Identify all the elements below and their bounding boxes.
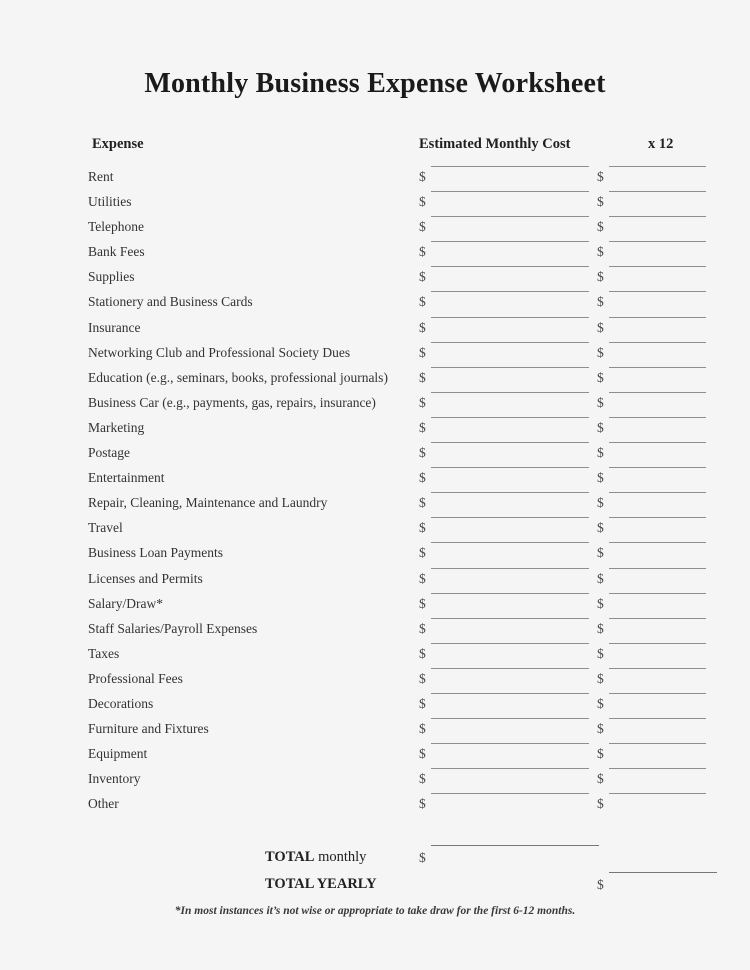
monthly-cost-input-line[interactable]: [431, 693, 589, 694]
table-row: [0, 670, 750, 695]
footnote: *In most instances it’s not wise or appropriate to take draw for the first 6-12 months.: [174, 905, 576, 917]
yearly-cost-input-line[interactable]: [609, 517, 706, 518]
currency-symbol: $: [419, 670, 426, 686]
expense-label: Entertainment: [88, 470, 165, 486]
expense-label: Telephone: [88, 219, 145, 235]
table-row: [0, 620, 750, 645]
currency-symbol: $: [597, 244, 604, 260]
table-row: [0, 293, 750, 318]
monthly-cost-input-line[interactable]: [431, 417, 589, 418]
table-row: [0, 570, 750, 595]
yearly-cost-input-line[interactable]: [609, 367, 706, 368]
yearly-cost-input-line[interactable]: [609, 317, 706, 318]
monthly-cost-input-line[interactable]: [431, 668, 589, 669]
yearly-cost-input-line[interactable]: [609, 542, 706, 543]
monthly-cost-input-line[interactable]: [431, 392, 589, 393]
table-row: [0, 168, 750, 193]
currency-symbol: $: [419, 545, 426, 561]
currency-symbol: $: [597, 169, 604, 184]
currency-symbol: $: [597, 419, 604, 435]
yearly-cost-input-line[interactable]: [609, 793, 706, 794]
expense-label: Inventory: [88, 771, 141, 787]
table-row: [0, 645, 750, 670]
currency-symbol: $: [597, 344, 604, 360]
total-yearly-input-line[interactable]: [609, 872, 717, 873]
monthly-cost-input-line[interactable]: [431, 718, 589, 719]
table-row: [0, 770, 750, 795]
currency-symbol: $: [597, 445, 604, 461]
table-row: [0, 745, 750, 770]
yearly-cost-input-line[interactable]: [609, 442, 706, 443]
yearly-cost-input-line[interactable]: [609, 392, 706, 393]
table-row: [0, 494, 750, 519]
yearly-cost-input-line[interactable]: [609, 618, 706, 619]
currency-symbol: $: [597, 470, 604, 486]
expense-rows: [0, 168, 750, 820]
total-yearly-label-strong: TOTAL YEARLY: [265, 876, 377, 892]
currency-symbol: $: [419, 645, 426, 661]
table-row: [0, 268, 750, 293]
currency-symbol: $: [597, 645, 604, 661]
table-row: [0, 469, 750, 494]
yearly-cost-input-line[interactable]: [609, 768, 706, 769]
currency-symbol: $: [597, 771, 604, 787]
currency-symbol: $: [419, 369, 426, 385]
monthly-cost-input-line[interactable]: [431, 542, 589, 543]
currency-symbol: $: [597, 369, 604, 385]
expense-label: Taxes: [88, 645, 120, 661]
table-row: [0, 720, 750, 745]
monthly-cost-input-line[interactable]: [431, 643, 589, 644]
monthly-cost-input-line[interactable]: [431, 568, 589, 569]
currency-symbol: $: [419, 595, 426, 611]
currency-symbol: $: [597, 570, 604, 586]
expense-label: Decorations: [88, 695, 154, 711]
total-monthly-label-light: monthly: [314, 849, 367, 865]
monthly-cost-input-line[interactable]: [431, 768, 589, 769]
total-yearly-label: [265, 875, 377, 894]
column-header-times-twelve: x 12: [648, 136, 674, 152]
currency-symbol: $: [597, 219, 604, 235]
currency-symbol: $: [419, 319, 426, 335]
monthly-cost-input-line[interactable]: [431, 166, 589, 167]
table-row: [0, 595, 750, 620]
expense-label: Supplies: [88, 269, 135, 285]
currency-symbol: $: [419, 570, 426, 586]
currency-symbol: $: [597, 319, 604, 335]
monthly-cost-input-line[interactable]: [431, 793, 589, 794]
currency-symbol: $: [419, 495, 426, 511]
currency-symbol: $: [419, 850, 426, 865]
table-row: [0, 394, 750, 419]
total-monthly-label-strong: TOTAL: [265, 849, 315, 865]
table-row: [0, 319, 750, 344]
currency-symbol: $: [597, 520, 604, 536]
currency-symbol: $: [419, 419, 426, 435]
currency-symbol: $: [419, 269, 426, 285]
currency-symbol: $: [419, 394, 426, 410]
expense-label: Networking Club and Professional Society Dues: [88, 344, 351, 360]
currency-symbol: $: [419, 771, 426, 787]
currency-symbol: $: [597, 695, 604, 711]
expense-label: Business Loan Payments: [88, 545, 223, 561]
yearly-cost-input-line[interactable]: [609, 291, 706, 292]
currency-symbol: $: [597, 269, 604, 285]
monthly-cost-input-line[interactable]: [431, 492, 589, 493]
table-row: [0, 419, 750, 444]
monthly-cost-input-line[interactable]: [431, 442, 589, 443]
column-header-row: [0, 136, 750, 156]
currency-symbol: $: [597, 294, 604, 310]
currency-symbol: $: [419, 746, 426, 762]
expense-label: Postage: [88, 445, 130, 461]
expense-label: Rent: [88, 169, 114, 184]
table-row: [0, 243, 750, 268]
column-header-estimated-monthly-cost: Estimated Monthly Cost: [419, 136, 571, 152]
total-monthly-label: [265, 848, 366, 867]
yearly-cost-input-line[interactable]: [609, 693, 706, 694]
expense-label: Other: [88, 796, 119, 812]
currency-symbol: $: [419, 169, 426, 184]
table-row: [0, 519, 750, 544]
table-row: [0, 795, 750, 820]
yearly-cost-input-line[interactable]: [609, 743, 706, 744]
expense-label: Stationery and Business Cards: [88, 294, 253, 310]
monthly-cost-input-line[interactable]: [431, 743, 589, 744]
expense-label: Repair, Cleaning, Maintenance and Laundry: [88, 495, 328, 511]
monthly-cost-input-line[interactable]: [431, 191, 589, 192]
expense-label: Salary/Draw*: [88, 595, 163, 611]
expense-label: Furniture and Fixtures: [88, 721, 209, 737]
expense-label: Education (e.g., seminars, books, professional journals): [88, 369, 388, 385]
monthly-cost-input-line[interactable]: [431, 241, 589, 242]
table-row: [0, 344, 750, 369]
totals-section: [0, 848, 750, 902]
yearly-cost-input-line[interactable]: [609, 643, 706, 644]
yearly-cost-input-line[interactable]: [609, 718, 706, 719]
expense-label: Travel: [88, 520, 123, 536]
currency-symbol: $: [419, 445, 426, 461]
yearly-cost-input-line[interactable]: [609, 668, 706, 669]
yearly-cost-input-line[interactable]: [609, 568, 706, 569]
monthly-cost-input-line[interactable]: [431, 317, 589, 318]
total-monthly-input-line[interactable]: [431, 845, 599, 846]
currency-symbol: $: [597, 545, 604, 561]
yearly-cost-input-line[interactable]: [609, 166, 706, 167]
monthly-cost-input-line[interactable]: [431, 216, 589, 217]
expense-label: Equipment: [88, 746, 148, 762]
currency-symbol: $: [597, 620, 604, 636]
expense-label: Utilities: [88, 194, 132, 210]
total-monthly-row: [0, 848, 750, 875]
monthly-cost-input-line[interactable]: [431, 367, 589, 368]
currency-symbol: $: [597, 194, 604, 210]
currency-symbol: $: [419, 721, 426, 737]
page-title: Monthly Business Expense Worksheet: [144, 68, 606, 99]
monthly-cost-input-line[interactable]: [431, 291, 589, 292]
yearly-cost-input-line[interactable]: [609, 191, 706, 192]
currency-symbol: $: [419, 219, 426, 235]
currency-symbol: $: [597, 877, 604, 892]
currency-symbol: $: [597, 670, 604, 686]
currency-symbol: $: [419, 194, 426, 210]
expense-label: Insurance: [88, 319, 141, 335]
yearly-cost-input-line[interactable]: [609, 342, 706, 343]
column-header-expense: Expense: [92, 136, 144, 152]
currency-symbol: $: [419, 520, 426, 536]
expense-label: Business Car (e.g., payments, gas, repairs, insurance): [88, 394, 376, 410]
monthly-cost-input-line[interactable]: [431, 517, 589, 518]
currency-symbol: $: [419, 796, 426, 812]
currency-symbol: $: [419, 620, 426, 636]
total-yearly-row: [0, 875, 750, 902]
expense-label: Bank Fees: [88, 244, 145, 260]
currency-symbol: $: [597, 721, 604, 737]
yearly-cost-input-line[interactable]: [609, 241, 706, 242]
monthly-cost-input-line[interactable]: [431, 618, 589, 619]
table-row: [0, 218, 750, 243]
currency-symbol: $: [597, 495, 604, 511]
yearly-cost-input-line[interactable]: [609, 266, 706, 267]
yearly-cost-input-line[interactable]: [609, 467, 706, 468]
table-row: [0, 369, 750, 394]
currency-symbol: $: [419, 294, 426, 310]
expense-label: Marketing: [88, 419, 145, 435]
yearly-cost-input-line[interactable]: [609, 492, 706, 493]
table-row: [0, 193, 750, 218]
monthly-cost-input-line[interactable]: [431, 467, 589, 468]
yearly-cost-input-line[interactable]: [609, 216, 706, 217]
table-row: [0, 544, 750, 569]
expense-label: Professional Fees: [88, 670, 183, 686]
monthly-cost-input-line[interactable]: [431, 266, 589, 267]
currency-symbol: $: [419, 470, 426, 486]
yearly-cost-input-line[interactable]: [609, 417, 706, 418]
currency-symbol: $: [419, 244, 426, 260]
monthly-cost-input-line[interactable]: [431, 342, 589, 343]
table-row: [0, 695, 750, 720]
table-row: [0, 444, 750, 469]
monthly-cost-input-line[interactable]: [431, 593, 589, 594]
expense-label: Staff Salaries/Payroll Expenses: [88, 620, 258, 636]
currency-symbol: $: [597, 796, 604, 812]
currency-symbol: $: [419, 695, 426, 711]
expense-label: Licenses and Permits: [88, 570, 203, 586]
currency-symbol: $: [419, 344, 426, 360]
yearly-cost-input-line[interactable]: [609, 593, 706, 594]
currency-symbol: $: [597, 394, 604, 410]
currency-symbol: $: [597, 595, 604, 611]
currency-symbol: $: [597, 746, 604, 762]
